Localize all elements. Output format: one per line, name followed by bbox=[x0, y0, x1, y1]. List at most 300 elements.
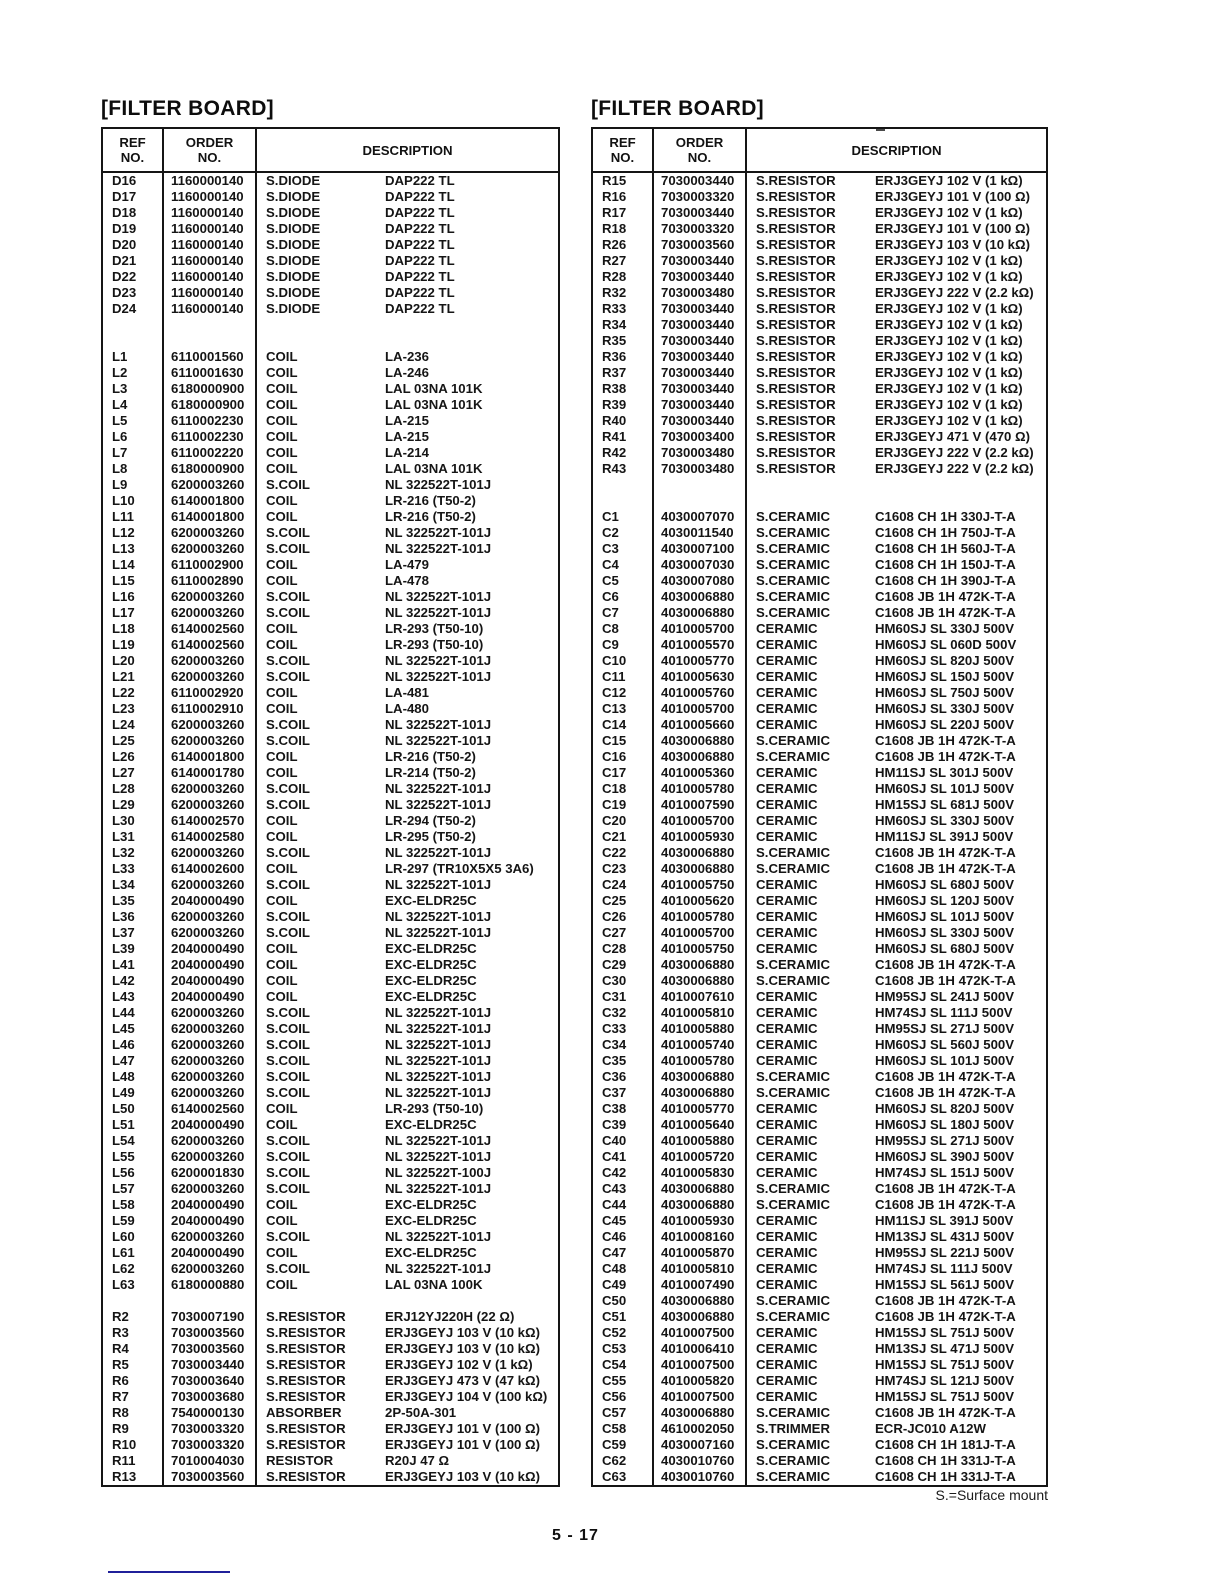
table-row bbox=[103, 173, 558, 189]
board-title-right: [FILTER BOARD] bbox=[591, 97, 764, 120]
table-row bbox=[593, 1405, 1046, 1421]
type-cell: S.CERAMIC bbox=[756, 861, 830, 876]
ref-cell: C5 bbox=[593, 573, 654, 589]
ref-cell: R35 bbox=[593, 333, 654, 349]
order-cell: 4030010760 bbox=[654, 1453, 747, 1469]
table-row bbox=[103, 1309, 558, 1325]
table-row bbox=[103, 589, 558, 605]
ref-cell: L19 bbox=[103, 637, 164, 653]
part-cell: LA-480 bbox=[385, 701, 429, 716]
order-cell: 6140001800 bbox=[164, 749, 257, 765]
type-cell: CERAMIC bbox=[756, 797, 818, 812]
ref-cell: C39 bbox=[593, 1117, 654, 1133]
ref-cell: C59 bbox=[593, 1437, 654, 1453]
table-row bbox=[103, 557, 558, 573]
order-cell: 4030011540 bbox=[654, 525, 747, 541]
order-cell: 6200003260 bbox=[164, 1181, 257, 1197]
order-cell: 6200003260 bbox=[164, 925, 257, 941]
order-cell: 4010005810 bbox=[654, 1005, 747, 1021]
table-row bbox=[103, 733, 558, 749]
table-row bbox=[593, 1453, 1046, 1469]
ref-cell: L3 bbox=[103, 381, 164, 397]
part-cell: HM11SJ SL 391J 500V bbox=[875, 1213, 1014, 1228]
ref-cell: D16 bbox=[103, 173, 164, 189]
part-cell: NL 322522T-101J bbox=[385, 589, 492, 604]
table-row bbox=[593, 1021, 1046, 1037]
type-cell: S.CERAMIC bbox=[756, 1405, 830, 1420]
type-cell bbox=[747, 493, 875, 509]
ref-cell: C9 bbox=[593, 637, 654, 653]
type-cell: COIL bbox=[266, 509, 298, 524]
part-cell: C1608 CH 1H 331J-T-A bbox=[875, 1469, 1016, 1484]
part-cell: HM11SJ SL 301J 500V bbox=[875, 765, 1014, 780]
table-row bbox=[103, 461, 558, 477]
order-cell: 7030003480 bbox=[654, 285, 747, 301]
header-ref-line1: REF bbox=[609, 135, 636, 150]
ref-cell: R2 bbox=[103, 1309, 164, 1325]
table-row bbox=[593, 205, 1046, 221]
ref-cell: L27 bbox=[103, 765, 164, 781]
ref-cell: C48 bbox=[593, 1261, 654, 1277]
part-cell: ERJ3GEYJ 102 V (1 kΩ) bbox=[875, 333, 1023, 348]
type-cell: S.CERAMIC bbox=[756, 541, 830, 556]
table-row bbox=[103, 989, 558, 1005]
table-row bbox=[593, 557, 1046, 573]
type-cell: COIL bbox=[266, 749, 298, 764]
order-cell: 4010005880 bbox=[654, 1133, 747, 1149]
part-cell: HM60SJ SL 060D 500V bbox=[875, 637, 1017, 652]
table-row bbox=[103, 797, 558, 813]
type-cell: COIL bbox=[266, 381, 298, 396]
part-cell: EXC-ELDR25C bbox=[385, 893, 477, 908]
ref-cell: L28 bbox=[103, 781, 164, 797]
type-cell: CERAMIC bbox=[756, 765, 818, 780]
table-row bbox=[103, 669, 558, 685]
table-row bbox=[103, 1117, 558, 1133]
order-cell: 6110001630 bbox=[164, 365, 257, 381]
table-row bbox=[103, 749, 558, 765]
header-order-no bbox=[164, 129, 257, 171]
ref-cell: L24 bbox=[103, 717, 164, 733]
table-row bbox=[593, 253, 1046, 269]
ref-cell: L43 bbox=[103, 989, 164, 1005]
table-row bbox=[103, 1133, 558, 1149]
ref-cell: D23 bbox=[103, 285, 164, 301]
order-cell: 2040000490 bbox=[164, 1117, 257, 1133]
part-cell: LAL 03NA 101K bbox=[385, 397, 483, 412]
type-cell: CERAMIC bbox=[756, 781, 818, 796]
part-cell: C1608 JB 1H 472K-T-A bbox=[875, 973, 1016, 988]
table-row bbox=[593, 813, 1046, 829]
table-row bbox=[103, 573, 558, 589]
ref-cell: L42 bbox=[103, 973, 164, 989]
order-cell: 6110002900 bbox=[164, 557, 257, 573]
table-row bbox=[593, 285, 1046, 301]
table-row bbox=[593, 1421, 1046, 1437]
type-cell: COIL bbox=[266, 1117, 298, 1132]
ref-cell: L63 bbox=[103, 1277, 164, 1293]
type-cell: CERAMIC bbox=[756, 1213, 818, 1228]
part-cell: C1608 JB 1H 472K-T-A bbox=[875, 1197, 1016, 1212]
type-cell: CERAMIC bbox=[756, 621, 818, 636]
ref-cell: L46 bbox=[103, 1037, 164, 1053]
ref-cell: R39 bbox=[593, 397, 654, 413]
order-cell: 2040000490 bbox=[164, 1245, 257, 1261]
table-row bbox=[593, 221, 1046, 237]
part-cell: ERJ3GEYJ 102 V (1 kΩ) bbox=[875, 349, 1023, 364]
type-cell: CERAMIC bbox=[756, 1133, 818, 1148]
ref-cell: C56 bbox=[593, 1389, 654, 1405]
order-cell: 6200003260 bbox=[164, 1053, 257, 1069]
ref-cell: C13 bbox=[593, 701, 654, 717]
ref-cell: R15 bbox=[593, 173, 654, 189]
part-cell: LA-478 bbox=[385, 573, 429, 588]
table-row bbox=[103, 653, 558, 669]
table-row bbox=[593, 973, 1046, 989]
order-cell: 6200003260 bbox=[164, 589, 257, 605]
type-cell: S.CERAMIC bbox=[756, 733, 830, 748]
table-row bbox=[593, 1117, 1046, 1133]
order-cell: 4030006880 bbox=[654, 733, 747, 749]
ref-cell: C62 bbox=[593, 1453, 654, 1469]
part-cell: ERJ3GEYJ 104 V (100 kΩ) bbox=[385, 1389, 548, 1404]
type-cell: CERAMIC bbox=[756, 1165, 818, 1180]
type-cell: COIL bbox=[266, 1213, 298, 1228]
board-title-left: [FILTER BOARD] bbox=[101, 97, 274, 120]
type-cell: COIL bbox=[266, 685, 298, 700]
type-cell: S.COIL bbox=[266, 781, 310, 796]
table-row bbox=[593, 1085, 1046, 1101]
table-row bbox=[593, 669, 1046, 685]
part-cell: HM15SJ SL 751J 500V bbox=[875, 1357, 1015, 1372]
part-cell: ERJ3GEYJ 102 V (1 kΩ) bbox=[875, 381, 1023, 396]
order-cell: 7030003440 bbox=[654, 317, 747, 333]
table-row bbox=[593, 573, 1046, 589]
order-cell: 7030003440 bbox=[654, 381, 747, 397]
table-row bbox=[593, 173, 1046, 189]
order-cell: 7030003320 bbox=[654, 189, 747, 205]
part-cell: HM74SJ SL 151J 500V bbox=[875, 1165, 1015, 1180]
part-cell: NL 322522T-101J bbox=[385, 1261, 492, 1276]
table-row bbox=[103, 765, 558, 781]
table-row bbox=[593, 1389, 1046, 1405]
part-cell: HM60SJ SL 101J 500V bbox=[875, 781, 1015, 796]
part-cell: DAP222 TL bbox=[385, 237, 455, 252]
table-row bbox=[103, 381, 558, 397]
part-cell: ERJ3GEYJ 102 V (1 kΩ) bbox=[875, 365, 1023, 380]
table-row bbox=[103, 621, 558, 637]
part-cell: HM74SJ SL 111J 500V bbox=[875, 1005, 1013, 1020]
part-cell: NL 322522T-101J bbox=[385, 1037, 492, 1052]
table-row bbox=[593, 1341, 1046, 1357]
ref-cell: C43 bbox=[593, 1181, 654, 1197]
part-cell: HM60SJ SL 101J 500V bbox=[875, 1053, 1015, 1068]
table-row bbox=[103, 1469, 558, 1485]
type-cell: CERAMIC bbox=[756, 989, 818, 1004]
part-cell: EXC-ELDR25C bbox=[385, 957, 477, 972]
part-cell: DAP222 TL bbox=[385, 173, 455, 188]
ref-cell: C52 bbox=[593, 1325, 654, 1341]
type-cell: S.COIL bbox=[266, 909, 310, 924]
ref-cell: L59 bbox=[103, 1213, 164, 1229]
order-cell: 4010005630 bbox=[654, 669, 747, 685]
order-cell: 6200003260 bbox=[164, 605, 257, 621]
type-cell: CERAMIC bbox=[756, 1325, 818, 1340]
ref-cell: L14 bbox=[103, 557, 164, 573]
ref-cell: C50 bbox=[593, 1293, 654, 1309]
order-cell: 6140002560 bbox=[164, 621, 257, 637]
part-cell: C1608 JB 1H 472K-T-A bbox=[875, 749, 1016, 764]
table-row bbox=[103, 1357, 558, 1373]
type-cell: S.CERAMIC bbox=[756, 557, 830, 572]
table-row bbox=[593, 317, 1046, 333]
ref-cell: C26 bbox=[593, 909, 654, 925]
type-cell: S.RESISTOR bbox=[756, 317, 836, 332]
part-cell bbox=[875, 493, 1046, 509]
type-cell: COIL bbox=[266, 429, 298, 444]
part-cell: NL 322522T-101J bbox=[385, 605, 492, 620]
type-cell: COIL bbox=[266, 1197, 298, 1212]
order-cell: 4010005930 bbox=[654, 1213, 747, 1229]
ref-cell: R38 bbox=[593, 381, 654, 397]
type-cell: S.CERAMIC bbox=[756, 845, 830, 860]
table-row bbox=[103, 1453, 558, 1469]
table-row bbox=[593, 381, 1046, 397]
type-cell: CERAMIC bbox=[756, 1053, 818, 1068]
order-cell bbox=[654, 477, 747, 493]
type-cell: S.RESISTOR bbox=[756, 269, 836, 284]
type-cell: COIL bbox=[266, 973, 298, 988]
header-order-line2: NO. bbox=[687, 150, 712, 165]
table-row bbox=[593, 1165, 1046, 1181]
ref-cell: R27 bbox=[593, 253, 654, 269]
table-row bbox=[593, 829, 1046, 845]
part-cell: EXC-ELDR25C bbox=[385, 1117, 477, 1132]
ref-cell: R41 bbox=[593, 429, 654, 445]
ref-cell: D24 bbox=[103, 301, 164, 317]
order-cell: 4010005740 bbox=[654, 1037, 747, 1053]
table-row bbox=[103, 1053, 558, 1069]
order-cell: 4010008160 bbox=[654, 1229, 747, 1245]
type-cell: S.COIL bbox=[266, 1021, 310, 1036]
type-cell: CERAMIC bbox=[756, 685, 818, 700]
type-cell: S.RESISTOR bbox=[756, 349, 836, 364]
header-order-line2: NO. bbox=[197, 150, 222, 165]
filter-board-section-left bbox=[101, 97, 560, 1487]
order-cell: 6140001800 bbox=[164, 509, 257, 525]
header-order-line1: ORDER bbox=[185, 135, 234, 150]
type-cell: COIL bbox=[266, 461, 298, 476]
table-row bbox=[103, 301, 558, 317]
order-cell: 6200003260 bbox=[164, 1005, 257, 1021]
type-cell: S.COIL bbox=[266, 797, 310, 812]
ref-cell: C57 bbox=[593, 1405, 654, 1421]
table-row bbox=[593, 1245, 1046, 1261]
table-row bbox=[103, 1213, 558, 1229]
type-cell: S.COIL bbox=[266, 1149, 310, 1164]
part-cell: ERJ3GEYJ 102 V (1 kΩ) bbox=[875, 269, 1023, 284]
type-cell: S.CERAMIC bbox=[756, 1197, 830, 1212]
table-row bbox=[103, 509, 558, 525]
type-cell: S.CERAMIC bbox=[756, 749, 830, 764]
order-cell: 7030003400 bbox=[654, 429, 747, 445]
type-cell: S.COIL bbox=[266, 1181, 310, 1196]
table-row bbox=[593, 861, 1046, 877]
type-cell: S.RESISTOR bbox=[266, 1421, 346, 1436]
part-cell: ERJ3GEYJ 102 V (1 kΩ) bbox=[875, 397, 1023, 412]
type-cell: S.RESISTOR bbox=[756, 237, 836, 252]
type-cell: S.CERAMIC bbox=[756, 525, 830, 540]
type-cell: S.DIODE bbox=[266, 189, 321, 204]
table-row bbox=[103, 1261, 558, 1277]
type-cell: S.CERAMIC bbox=[756, 957, 830, 972]
part-cell: NL 322522T-101J bbox=[385, 877, 492, 892]
type-cell: S.DIODE bbox=[266, 173, 321, 188]
ref-cell: C58 bbox=[593, 1421, 654, 1437]
order-cell: 4030006880 bbox=[654, 589, 747, 605]
ref-cell: R9 bbox=[103, 1421, 164, 1437]
order-cell: 6200003260 bbox=[164, 1261, 257, 1277]
table-row bbox=[103, 1181, 558, 1197]
order-cell: 7030003440 bbox=[654, 173, 747, 189]
type-cell: S.RESISTOR bbox=[756, 189, 836, 204]
ref-cell: C15 bbox=[593, 733, 654, 749]
ref-cell: L36 bbox=[103, 909, 164, 925]
ref-cell: C33 bbox=[593, 1021, 654, 1037]
order-cell: 6200003260 bbox=[164, 1085, 257, 1101]
ref-cell: L33 bbox=[103, 861, 164, 877]
order-cell: 7030003640 bbox=[164, 1373, 257, 1389]
type-cell: S.DIODE bbox=[266, 205, 321, 220]
ref-cell: L6 bbox=[103, 429, 164, 445]
type-cell: S.COIL bbox=[266, 669, 310, 684]
type-cell: S.CERAMIC bbox=[756, 1069, 830, 1084]
part-cell: EXC-ELDR25C bbox=[385, 1245, 477, 1260]
ref-cell: L55 bbox=[103, 1149, 164, 1165]
order-cell: 4030007100 bbox=[654, 541, 747, 557]
ref-cell bbox=[103, 333, 164, 349]
order-cell: 1160000140 bbox=[164, 253, 257, 269]
table-row bbox=[593, 797, 1046, 813]
type-cell: S.CERAMIC bbox=[756, 1469, 830, 1484]
ref-cell: R3 bbox=[103, 1325, 164, 1341]
type-cell: CERAMIC bbox=[756, 1261, 818, 1276]
ref-cell: D17 bbox=[103, 189, 164, 205]
order-cell: 4010005720 bbox=[654, 1149, 747, 1165]
ref-cell: C47 bbox=[593, 1245, 654, 1261]
table-row bbox=[103, 413, 558, 429]
ref-cell: R18 bbox=[593, 221, 654, 237]
table-row bbox=[103, 925, 558, 941]
order-cell: 7030003560 bbox=[164, 1325, 257, 1341]
ref-cell bbox=[103, 317, 164, 333]
type-cell: S.RESISTOR bbox=[756, 205, 836, 220]
table-row bbox=[103, 221, 558, 237]
part-cell: C1608 CH 1H 330J-T-A bbox=[875, 509, 1016, 524]
order-cell: 6200003260 bbox=[164, 781, 257, 797]
table-row bbox=[103, 973, 558, 989]
type-cell bbox=[257, 333, 385, 349]
ref-cell: L4 bbox=[103, 397, 164, 413]
header-ref-line1: REF bbox=[119, 135, 146, 150]
table-row bbox=[103, 1069, 558, 1085]
part-cell: ERJ3GEYJ 101 V (100 Ω) bbox=[385, 1437, 540, 1452]
table-row bbox=[103, 781, 558, 797]
order-cell: 6140002570 bbox=[164, 813, 257, 829]
ref-cell bbox=[103, 1293, 164, 1309]
type-cell: S.COIL bbox=[266, 845, 310, 860]
type-cell: S.COIL bbox=[266, 1053, 310, 1068]
type-cell: CERAMIC bbox=[756, 1357, 818, 1372]
type-cell: CERAMIC bbox=[756, 701, 818, 716]
part-cell: HM11SJ SL 391J 500V bbox=[875, 829, 1014, 844]
table-header bbox=[593, 129, 1046, 173]
order-cell: 4030007160 bbox=[654, 1437, 747, 1453]
ref-cell: R43 bbox=[593, 461, 654, 477]
order-cell: 6200003260 bbox=[164, 541, 257, 557]
type-cell: S.RESISTOR bbox=[756, 333, 836, 348]
ref-cell: C27 bbox=[593, 925, 654, 941]
type-cell: COIL bbox=[266, 829, 298, 844]
type-cell: COIL bbox=[266, 701, 298, 716]
order-cell: 4030007030 bbox=[654, 557, 747, 573]
ref-cell: R16 bbox=[593, 189, 654, 205]
ref-cell: R8 bbox=[103, 1405, 164, 1421]
part-cell: ERJ3GEYJ 102 V (1 kΩ) bbox=[875, 317, 1023, 332]
ref-cell: L17 bbox=[103, 605, 164, 621]
order-cell: 4010005700 bbox=[654, 621, 747, 637]
ref-cell: C46 bbox=[593, 1229, 654, 1245]
order-cell: 4010005780 bbox=[654, 781, 747, 797]
type-cell: S.COIL bbox=[266, 1133, 310, 1148]
part-cell: C1608 JB 1H 472K-T-A bbox=[875, 1181, 1016, 1196]
ref-cell: D18 bbox=[103, 205, 164, 221]
table-row bbox=[103, 1373, 558, 1389]
part-cell: HM74SJ SL 111J 500V bbox=[875, 1261, 1013, 1276]
type-cell: S.RESISTOR bbox=[266, 1309, 346, 1324]
ref-cell: R7 bbox=[103, 1389, 164, 1405]
part-cell: HM60SJ SL 560J 500V bbox=[875, 1037, 1015, 1052]
part-cell: HM60SJ SL 680J 500V bbox=[875, 941, 1015, 956]
table-header bbox=[103, 129, 558, 173]
order-cell: 1160000140 bbox=[164, 237, 257, 253]
table-body bbox=[103, 173, 558, 1485]
ref-cell: L26 bbox=[103, 749, 164, 765]
type-cell: S.RESISTOR bbox=[756, 381, 836, 396]
table-row bbox=[593, 189, 1046, 205]
part-cell: 2P-50A-301 bbox=[385, 1405, 457, 1420]
part-cell: HM60SJ SL 180J 500V bbox=[875, 1117, 1015, 1132]
part-cell: C1608 JB 1H 472K-T-A bbox=[875, 605, 1016, 620]
part-cell: ERJ3GEYJ 103 V (10 kΩ) bbox=[385, 1469, 540, 1484]
order-cell: 6200003260 bbox=[164, 733, 257, 749]
order-cell: 7030003440 bbox=[654, 301, 747, 317]
part-cell: NL 322522T-101J bbox=[385, 1021, 492, 1036]
table-row bbox=[103, 941, 558, 957]
order-cell: 6200003260 bbox=[164, 1229, 257, 1245]
part-cell: DAP222 TL bbox=[385, 253, 455, 268]
part-cell: ERJ3GEYJ 101 V (100 Ω) bbox=[875, 221, 1030, 236]
order-cell: 1160000140 bbox=[164, 285, 257, 301]
ref-cell: R40 bbox=[593, 413, 654, 429]
part-cell bbox=[385, 317, 558, 333]
header-order-no bbox=[654, 129, 747, 171]
part-cell: C1608 JB 1H 472K-T-A bbox=[875, 589, 1016, 604]
part-cell: HM60SJ SL 330J 500V bbox=[875, 925, 1015, 940]
table-row bbox=[103, 909, 558, 925]
order-cell: 6200003260 bbox=[164, 797, 257, 813]
part-cell: ERJ3GEYJ 222 V (2.2 kΩ) bbox=[875, 445, 1034, 460]
